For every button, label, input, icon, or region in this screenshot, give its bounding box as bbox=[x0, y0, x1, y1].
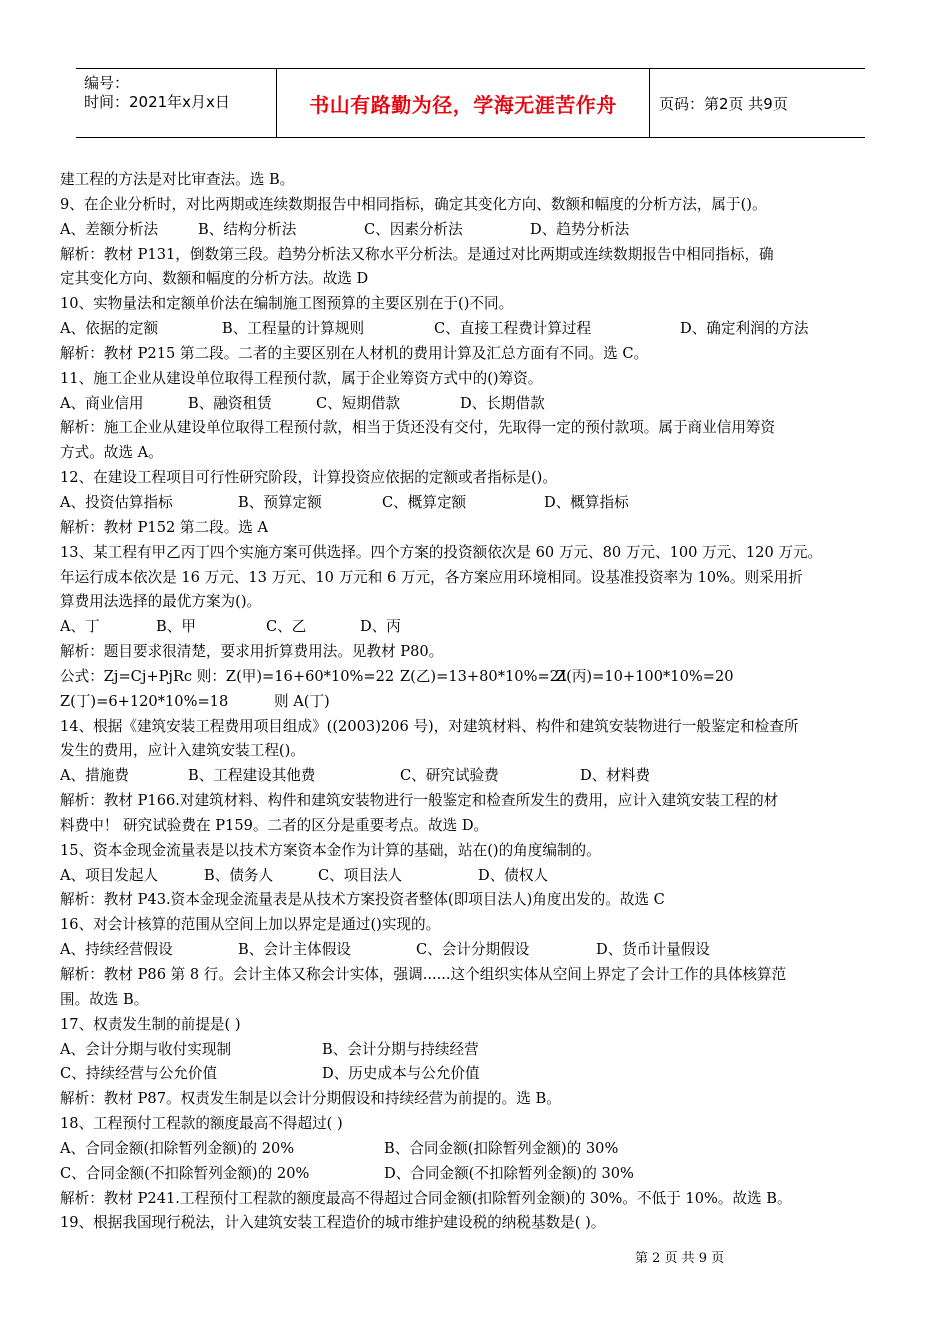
text-line: 方式。故选 A。 bbox=[60, 444, 163, 462]
text-line: 解析：教材 P166.对建筑材料、构件和建筑安装物进行一般鉴定和检查所发生的费用，应计入建筑安装工程的材 bbox=[60, 792, 779, 810]
text-line: 解析：教材 P131，倒数第三段。趋势分析法又称水平分析法。是通过对比两期或连续数期报告中相同指标，确 bbox=[60, 245, 774, 263]
text-line: 19、根据我国现行税法，计入建筑安装工程造价的城市维护建设税的纳税基数是( )。 bbox=[60, 1214, 606, 1232]
option-item: D、丙 bbox=[360, 618, 401, 636]
text-line: 定其变化方向、数额和幅度的分析方法。故选 D bbox=[60, 270, 369, 288]
text-line: 发生的费用，应计入建筑安装工程()。 bbox=[60, 742, 305, 760]
option-item: A、合同金额(扣除暂列金额)的 20% bbox=[60, 1139, 295, 1157]
option-item: D、材料费 bbox=[580, 767, 651, 785]
option-item: A、差额分析法 bbox=[60, 220, 159, 238]
motto: 书山有路勤为径，学海无涯苦作舟 bbox=[309, 92, 617, 117]
text-line: 围。故选 B。 bbox=[60, 990, 149, 1008]
text-line: 17、权责发生制的前提是( ) bbox=[60, 1015, 241, 1033]
text-line: 13、某工程有甲乙丙丁四个实施方案可供选择。四个方案的投资额依次是 60 万元、80 万元、100 万元、120 万元。 bbox=[60, 543, 823, 561]
option-item: B、融资租赁 bbox=[188, 394, 272, 412]
text-line: 建工程的方法是对比审查法。选 B。 bbox=[60, 171, 295, 188]
option-item: B、结构分析法 bbox=[198, 220, 297, 238]
option-item: B、债务人 bbox=[204, 866, 274, 884]
time-label: 时间：2021年x月x日 bbox=[84, 93, 230, 111]
option-item: A、持续经营假设 bbox=[60, 941, 173, 959]
option-item: A、措施费 bbox=[60, 767, 129, 785]
option-row bbox=[60, 690, 888, 715]
option-item: C、乙 bbox=[266, 618, 307, 636]
option-item: D、确定利润的方法 bbox=[680, 320, 809, 338]
option-item: D、历史成本与公允价值 bbox=[322, 1065, 480, 1083]
option-item: B、工程建设其他费 bbox=[188, 767, 316, 785]
option-item: B、会计分期与持续经营 bbox=[322, 1040, 479, 1058]
option-item: B、预算定额 bbox=[238, 493, 322, 511]
option-row bbox=[60, 392, 888, 417]
option-item: C、短期借款 bbox=[316, 394, 401, 412]
text-line: 14、根据《建筑安装工程费用项目组成》((2003)206 号)，对建筑材料、构件和建筑安装物进行一般鉴定和检查所 bbox=[60, 717, 799, 735]
text-line: 料费中！ 研究试验费在 P159。二者的区分是重要考点。故选 D。 bbox=[60, 816, 489, 834]
option-item: B、工程量的计算规则 bbox=[222, 320, 365, 338]
option-item: C、因素分析法 bbox=[364, 220, 463, 238]
option-row bbox=[60, 491, 888, 516]
option-item: B、会计主体假设 bbox=[238, 941, 351, 959]
option-item: C、持续经营与公允价值 bbox=[60, 1065, 218, 1083]
header-info-cell bbox=[76, 69, 277, 137]
text-line: 9、在企业分析时，对比两期或连续数期报告中相同指标，确定其变化方向、数额和幅度的分析方法，属于()。 bbox=[60, 195, 767, 213]
text-line: 解析：教材 P241.工程预付工程款的额度最高不得超过合同金额(扣除暂列金额)的 30%。不低于 10%。故选 B。 bbox=[60, 1189, 792, 1207]
text-line: 年运行成本依次是 16 万元、13 万元、10 万元和 6 万元，各方案应用环境相同。设基准投资率为 10%。则采用折 bbox=[60, 568, 803, 586]
option-row bbox=[60, 764, 888, 789]
option-row bbox=[60, 317, 888, 342]
option-row bbox=[60, 218, 888, 243]
text-line: 12、在建设工程项目可行性研究阶段，计算投资应依据的定额或者指标是()。 bbox=[60, 469, 557, 487]
option-row bbox=[60, 1062, 888, 1087]
option-item: D、趋势分析法 bbox=[530, 220, 630, 238]
text-line: 算费用法选择的最优方案为()。 bbox=[60, 593, 262, 611]
option-row bbox=[60, 938, 888, 963]
text-line: 解析：教材 P43.资本金现金流量表是从技术方案投资者整体(即项目法人)角度出发的。故选 C bbox=[60, 891, 665, 909]
page-code: 页码：第2页 共9页 bbox=[659, 94, 788, 113]
option-row bbox=[60, 665, 888, 690]
text-line: 16、对会计核算的范围从空间上加以界定是通过()实现的。 bbox=[60, 916, 441, 934]
option-item: A、项目发起人 bbox=[60, 866, 159, 884]
option-row bbox=[60, 1162, 888, 1187]
option-item: D、债权人 bbox=[478, 866, 549, 884]
option-item: Z(乙)=13+80*10%=21 bbox=[400, 667, 569, 685]
option-item: C、概算定额 bbox=[382, 493, 467, 511]
text-line: 解析：教材 P87。权责发生制是以会计分期假设和持续经营为前提的。选 B。 bbox=[60, 1090, 561, 1108]
option-item: Z(丁)=6+120*10%=18 bbox=[60, 692, 229, 710]
option-item: D、合同金额(不扣除暂列金额)的 30% bbox=[384, 1164, 634, 1182]
option-item: B、甲 bbox=[156, 618, 196, 636]
option-item: D、概算指标 bbox=[544, 493, 629, 511]
text-line: 解析：教材 P152 第二段。选 A bbox=[60, 518, 269, 536]
option-row bbox=[60, 864, 888, 889]
option-item: 公式：Zj=Cj+PjRc 则：Z(甲)=16+60*10%=22 bbox=[60, 667, 395, 685]
option-item: D、长期借款 bbox=[460, 394, 545, 412]
option-item: B、合同金额(扣除暂列金额)的 30% bbox=[384, 1139, 619, 1157]
option-item: C、直接工程费计算过程 bbox=[434, 320, 592, 338]
option-item: A、会计分期与收付实现制 bbox=[60, 1040, 232, 1058]
option-item: C、会计分期假设 bbox=[416, 941, 530, 959]
option-row bbox=[60, 1038, 888, 1063]
page-footer: 第 2 页 共 9 页 bbox=[635, 1251, 725, 1266]
document-body bbox=[60, 168, 888, 1236]
option-row bbox=[60, 1137, 888, 1162]
text-line: 18、工程预付工程款的额度最高不得超过( ) bbox=[60, 1115, 343, 1133]
text-line: 15、资本金现金流量表是以技术方案资本金作为计算的基础，站在()的角度编制的。 bbox=[60, 841, 601, 859]
text-line: 解析：题目要求很清楚，要求用折算费用法。见教材 P80。 bbox=[60, 643, 444, 661]
text-line: 10、实物量法和定额单价法在编制施工图预算的主要区别在于()不同。 bbox=[60, 295, 514, 313]
header-motto-cell bbox=[277, 69, 650, 137]
option-item: Z(丙)=10+100*10%=20 bbox=[556, 667, 734, 685]
option-item: A、商业信用 bbox=[60, 394, 144, 412]
option-item: D、货币计量假设 bbox=[596, 941, 710, 959]
option-row bbox=[60, 615, 888, 640]
option-item: A、依据的定额 bbox=[60, 320, 159, 338]
option-item: 则 A(丁) bbox=[274, 692, 330, 710]
option-item: C、项目法人 bbox=[318, 866, 403, 884]
header-page-cell bbox=[650, 69, 865, 137]
text-line: 解析：教材 P86 第 8 行。会计主体又称会计实体，强调......这个组织实体从空间上界定了会计工作的具体核算范 bbox=[60, 966, 787, 983]
text-line: 解析：施工企业从建设单位取得工程预付款，相当于货还没有交付，先取得一定的预付款项。属于商业信用筹资 bbox=[60, 419, 776, 437]
number-label: 编号： bbox=[84, 74, 130, 92]
text-line: 解析：教材 P215 第二段。二者的主要区别在人材机的费用计算及汇总方面有不同。选 C。 bbox=[60, 344, 649, 362]
option-item: C、合同金额(不扣除暂列金额)的 20% bbox=[60, 1164, 310, 1182]
option-item: A、丁 bbox=[60, 618, 100, 636]
option-item: C、研究试验费 bbox=[400, 767, 499, 785]
document-header bbox=[76, 68, 865, 138]
option-item: A、投资估算指标 bbox=[60, 493, 173, 511]
text-line: 11、施工企业从建设单位取得工程预付款，属于企业筹资方式中的()筹资。 bbox=[60, 369, 543, 387]
